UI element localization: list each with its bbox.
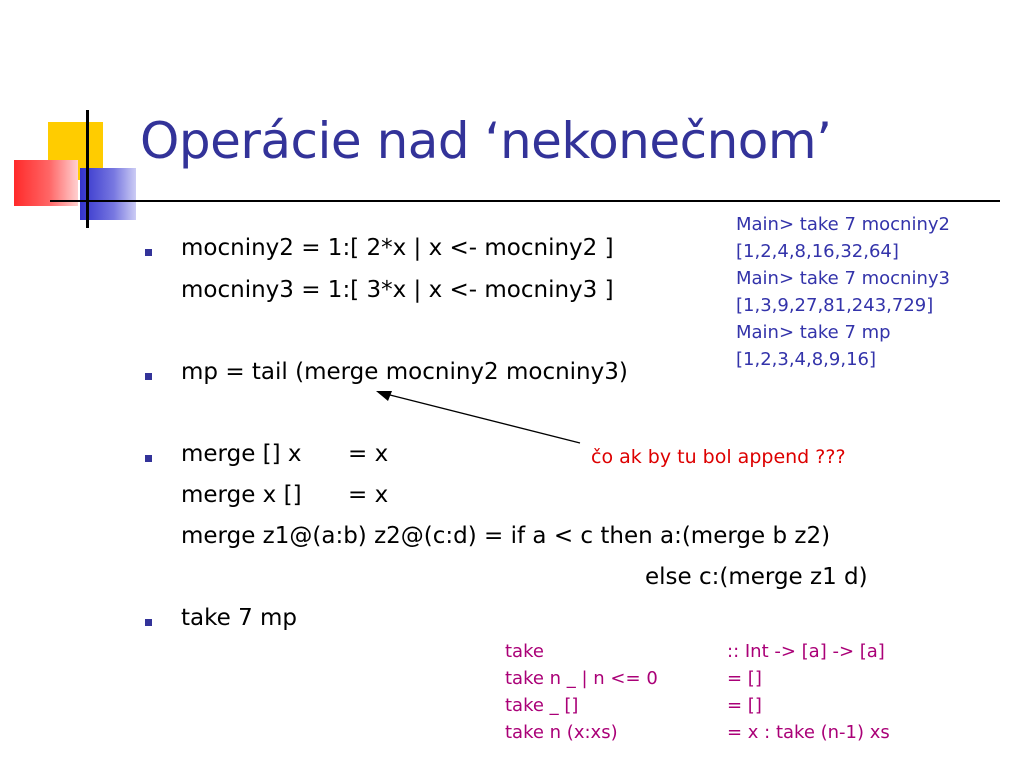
take-def-right-0: :: Int -> [a] -> [a]: [727, 641, 885, 662]
console-line: [1,2,3,4,8,9,16]: [736, 349, 876, 370]
code-line-merge-1-right: = x: [348, 441, 389, 467]
code-line-mp: mp = tail (merge mocniny2 mocniny3): [181, 359, 628, 385]
console-line: [1,3,9,27,81,243,729]: [736, 295, 934, 316]
take-def-right-3: = x : take (n-1) xs: [727, 722, 890, 743]
take-def-left-3: take n (x:xs): [505, 722, 618, 743]
take-def-left-2: take _ []: [505, 695, 579, 716]
code-line-merge-3: merge z1@(a:b) z2@(c:d) = if a < c then a:(merge b z2): [181, 523, 831, 549]
slide-title: Operácie nad ‘nekonečnom’: [140, 112, 832, 170]
annotation-question: čo ak by tu bol append ???: [591, 446, 846, 468]
code-line-take: take 7 mp: [181, 605, 298, 631]
take-def-left-1: take n _ | n <= 0: [505, 668, 658, 689]
take-def-right-1: = []: [727, 668, 762, 689]
code-line-merge-2-right: = x: [348, 482, 389, 508]
console-line: Main> take 7 mocniny3: [736, 268, 950, 289]
code-line-merge-else: else c:(merge z1 d): [645, 564, 868, 590]
console-line: Main> take 7 mocniny2: [736, 214, 950, 235]
console-line: Main> take 7 mp: [736, 322, 891, 343]
code-line-merge-2-left: merge x []: [181, 482, 302, 508]
take-def-right-2: = []: [727, 695, 762, 716]
console-line: [1,2,4,8,16,32,64]: [736, 241, 899, 262]
code-line-merge-1-left: merge [] x: [181, 441, 302, 467]
code-line-mocniny2: mocniny2 = 1:[ 2*x | x <- mocniny2 ]: [181, 235, 614, 261]
code-line-mocniny3: mocniny3 = 1:[ 3*x | x <- mocniny3 ]: [181, 277, 614, 303]
take-def-left-0: take: [505, 641, 544, 662]
